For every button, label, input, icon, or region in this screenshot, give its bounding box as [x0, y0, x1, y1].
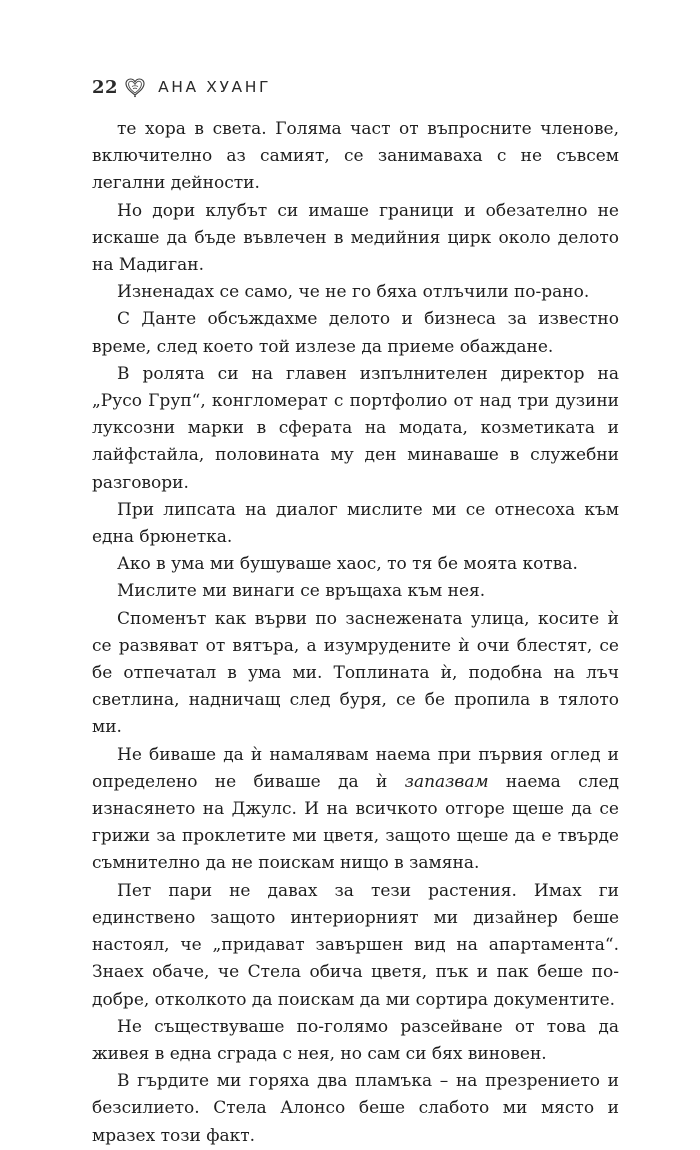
paragraph: [92, 742, 619, 878]
emphasized-word: запазвам: [404, 771, 489, 792]
paragraph: Изненадах се само, че не го бяха отлъчили по-рано.: [117, 282, 590, 303]
body-text: [92, 116, 619, 1150]
heart-flourish-icon: [124, 76, 146, 98]
paragraph-text: Не биваше да ѝ намалявам наема при първия оглед и определено не биваше да ѝ: [92, 744, 619, 792]
paragraph: Не съществуваше по-голямо разсейване от това да живея в една сграда с нея, но сам си бях виновен.: [92, 1016, 619, 1064]
paragraph: В ролята си на главен изпълнителен директор на „Русо Груп“, конгломерат с портфолио от над три дузини луксозни марки в сферата на модата, козметиката и лайфстайла, половината му ден минаваше в служебни разговори.: [92, 363, 619, 493]
paragraph: С Данте обсъждахме делото и бизнеса за известно време, след което той излезе да приеме обаждане.: [92, 309, 619, 357]
paragraph: Ако в ума ми бушуваше хаос, то тя бе моята котва.: [117, 554, 578, 575]
page-number: 22: [92, 76, 119, 98]
paragraph: Но дори клубът си имаше граници и обезателно не искаше да бъде въвлечен в медийния цирк около делото на Мадиган.: [92, 200, 619, 276]
paragraph: Мислите ми винаги се връщаха към нея.: [117, 581, 486, 602]
paragraph: Пет пари не давах за тези растения. Имах ги единствено защото интериорният ми дизайнер беше настоял, че „придават завършен вид на апартамента“. Знаех обаче, че Стела обича цветя, пък и пак беше по-добре, отколкото да поискам да ми сортира документите.: [92, 880, 619, 1010]
author-name: АНА ХУАНГ: [158, 78, 272, 96]
paragraph: В гърдите ми горяха два пламъка – на презрението и безсилието. Стела Алонсо беше слабото ми място и мразех този факт.: [92, 1071, 619, 1146]
running-header: [92, 72, 271, 102]
paragraph: При липсата на диалог мислите ми се отнесоха към една брюнетка.: [92, 499, 619, 548]
paragraph-text: наема след изнасянето на Джулс. И на всичкото отгоре щеше да се грижи за проклетите ми цветя, защото щеше да е твърде съмнително да не поискам нищо в замяна.: [92, 771, 619, 874]
paragraph: Споменът как върви по заснежената улица, косите ѝ се развяват от вятъра, а изумрудените ѝ очи блестят, се бе отпечатал в ума ми. Топлината ѝ, подобна на лъч светлина, надничащ след буря, се бе пропила в тялото ми.: [92, 608, 619, 738]
paragraph: те хора в света. Голяма част от въпросните членове, включително аз самият, се занимаваха с не съвсем легални дейности.: [92, 119, 619, 194]
